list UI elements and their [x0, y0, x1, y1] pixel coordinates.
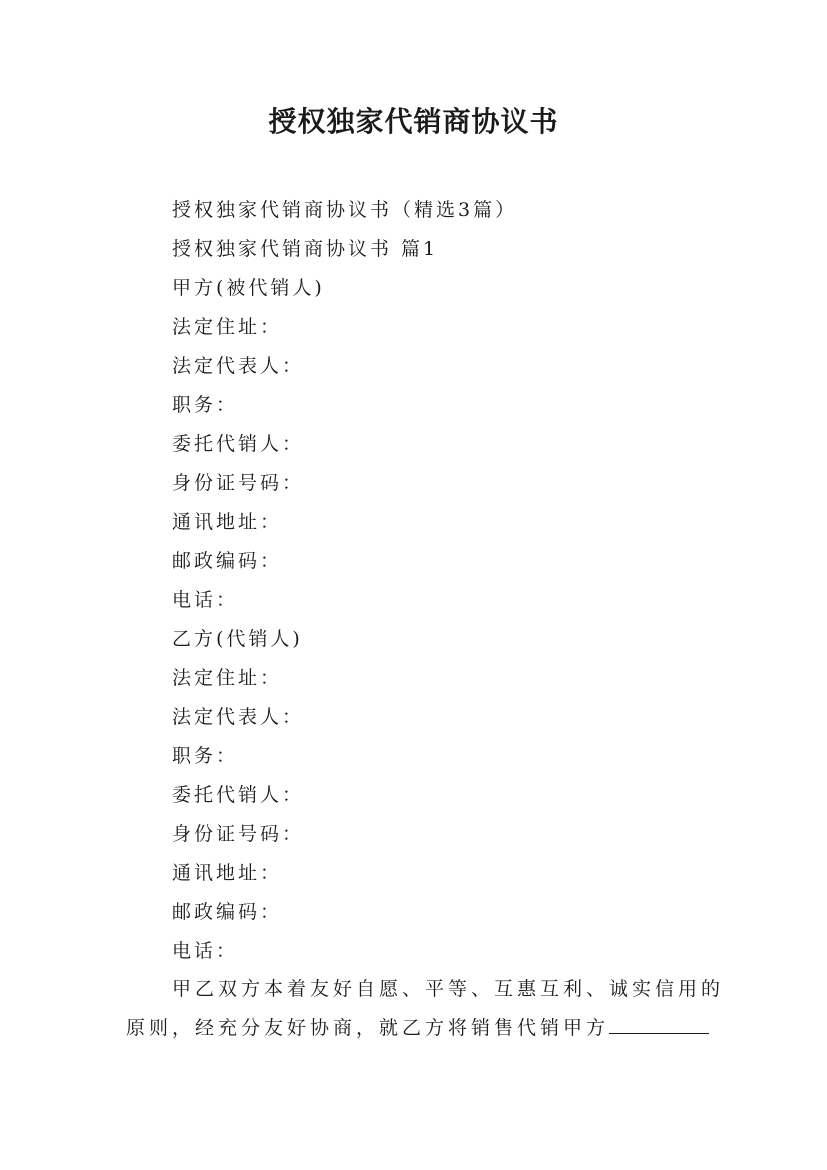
party-b-legal-address: 法定住址： — [172, 667, 283, 689]
party-a-agent: 委托代销人： — [172, 433, 305, 455]
party-a-legal-address: 法定住址： — [172, 316, 283, 338]
party-b-mailing-address: 通讯地址： — [172, 862, 283, 884]
party-b-heading: 乙方(代销人) — [172, 628, 303, 650]
document-lines — [172, 195, 712, 975]
party-b-phone: 电话： — [172, 940, 239, 962]
party-a-phone: 电话： — [172, 589, 239, 611]
agreement-paragraph — [126, 970, 725, 1048]
document-title: 授权独家代销商协议书 — [268, 105, 559, 138]
party-b-position: 职务： — [172, 745, 239, 767]
party-b-legal-representative: 法定代表人： — [172, 706, 305, 728]
paragraph-line-2 — [126, 1009, 706, 1048]
party-a-mailing-address: 通讯地址： — [172, 511, 283, 533]
party-a-id-number: 身份证号码： — [172, 472, 305, 494]
party-a-heading: 甲方(被代销人) — [172, 277, 325, 299]
party-a-legal-representative: 法定代表人： — [172, 355, 305, 377]
party-a-position: 职务： — [172, 394, 239, 416]
party-a-postal-code: 邮政编码： — [172, 550, 283, 572]
doc-line-section-heading: 授权独家代销商协议书 篇1 — [172, 238, 439, 260]
doc-line-subtitle: 授权独家代销商协议书（精选3篇） — [172, 199, 518, 221]
paragraph-line-1: 甲乙双方本着友好自愿、平等、互惠互利、诚实信用的 — [172, 978, 725, 1000]
party-b-postal-code: 邮政编码： — [172, 901, 283, 923]
party-b-agent: 委托代销人： — [172, 784, 305, 806]
party-b-id-number: 身份证号码： — [172, 823, 305, 845]
fill-in-blank — [609, 1011, 709, 1034]
paragraph-line-2-text: 原则，经充分友好协商，就乙方将销售代销甲方 — [126, 1017, 610, 1039]
